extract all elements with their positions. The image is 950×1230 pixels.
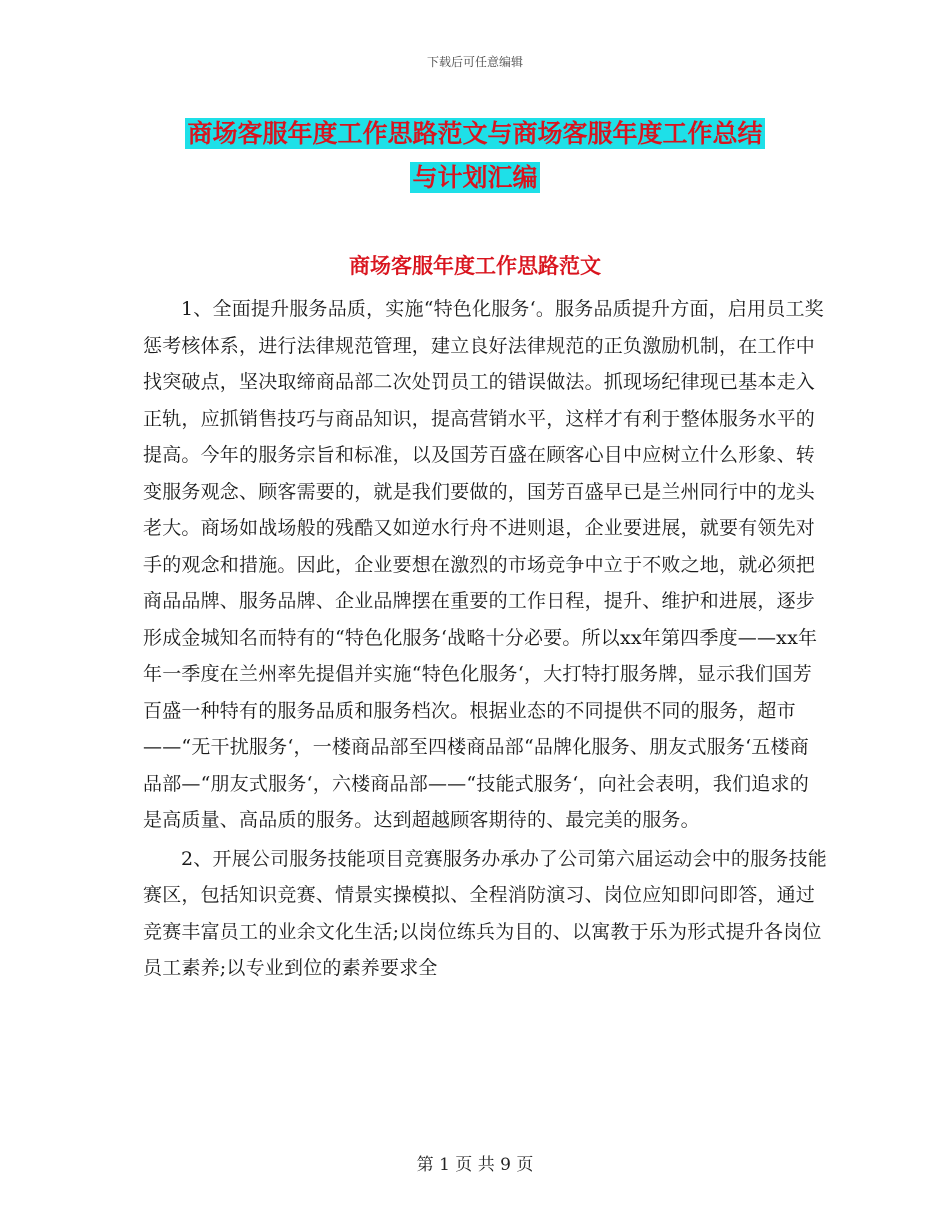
section-title: 商场客服年度工作思路范文 [349,254,601,278]
header-note: 下载后可任意编辑 [426,55,523,69]
document-title-line-2 [0,158,950,194]
paragraph-2: 2、开展公司服务技能项目竞赛服务办承办了公司第六届运动会中的服务技能赛区，包括知识竞赛、情景实操模拟、全程消防演习、岗位应知即问即答，通过竞赛丰富员工的业余文化生活;以岗位练兵为目的、以寓教于乐为形式提升各岗位员工素养;以专业到位的素养要求全 [143,847,827,979]
page-number: 第 1 页 共 9 页 [416,1155,534,1175]
document-title-line-1-text: 商场客服年度工作思路范文与商场客服年度工作总结 [187,119,763,148]
document-title-line-2-text: 与计划汇编 [412,163,538,192]
document-body [143,291,828,989]
paragraph-1: 1、全面提升服务品质，实施“特色化服务‘。服务品质提升方面，启用员工奖惩考核体系，进行法律规范管理，建立良好法律规范的正负激励机制，在工作中找突破点，坚决取缔商品部二次处罚员工的错误做法。抓现场纪律现已基本走入正轨，应抓销售技巧与商品知识，提高营销水平，这样才有利于整体服务水平的提高。今年的服务宗旨和标准，以及国芳百盛在顾客心目中应树立什么形象、转变服务观念、顾客需要的，就是我们要做的，国芳百盛早已是兰州同行中的龙头老大。商场如战场般的残酷又如逆水行舟不进则退，企业要进展，就要有领先对手的观念和措施。因此，企业要想在激烈的市场竞争中立于不败之地，就必须把商品品牌、服务品牌、企业品牌摆在重要的工作日程，提升、维护和进展，逐步形成金城知名而特有的“特色化服务‘战略十分必要。所以xx年第四季度——xx年年一季度在兰州率先提倡并实施“特色化服务‘，大打特打服务牌，显示我们国芳百盛一种特有的服务品质和服务档次。根据业态的不同提供不同的服务，超市——“无干扰服务‘，一楼商品部至四楼商品部“品牌化服务、朋友式服务‘五楼商品部—“朋友式服务‘，六楼商品部——“技能式服务‘，向社会表明，我们追求的是高质量、高品质的服务。达到超越顾客期待的、最完美的服务。 [143,298,824,831]
document-title-line-1 [0,114,950,150]
